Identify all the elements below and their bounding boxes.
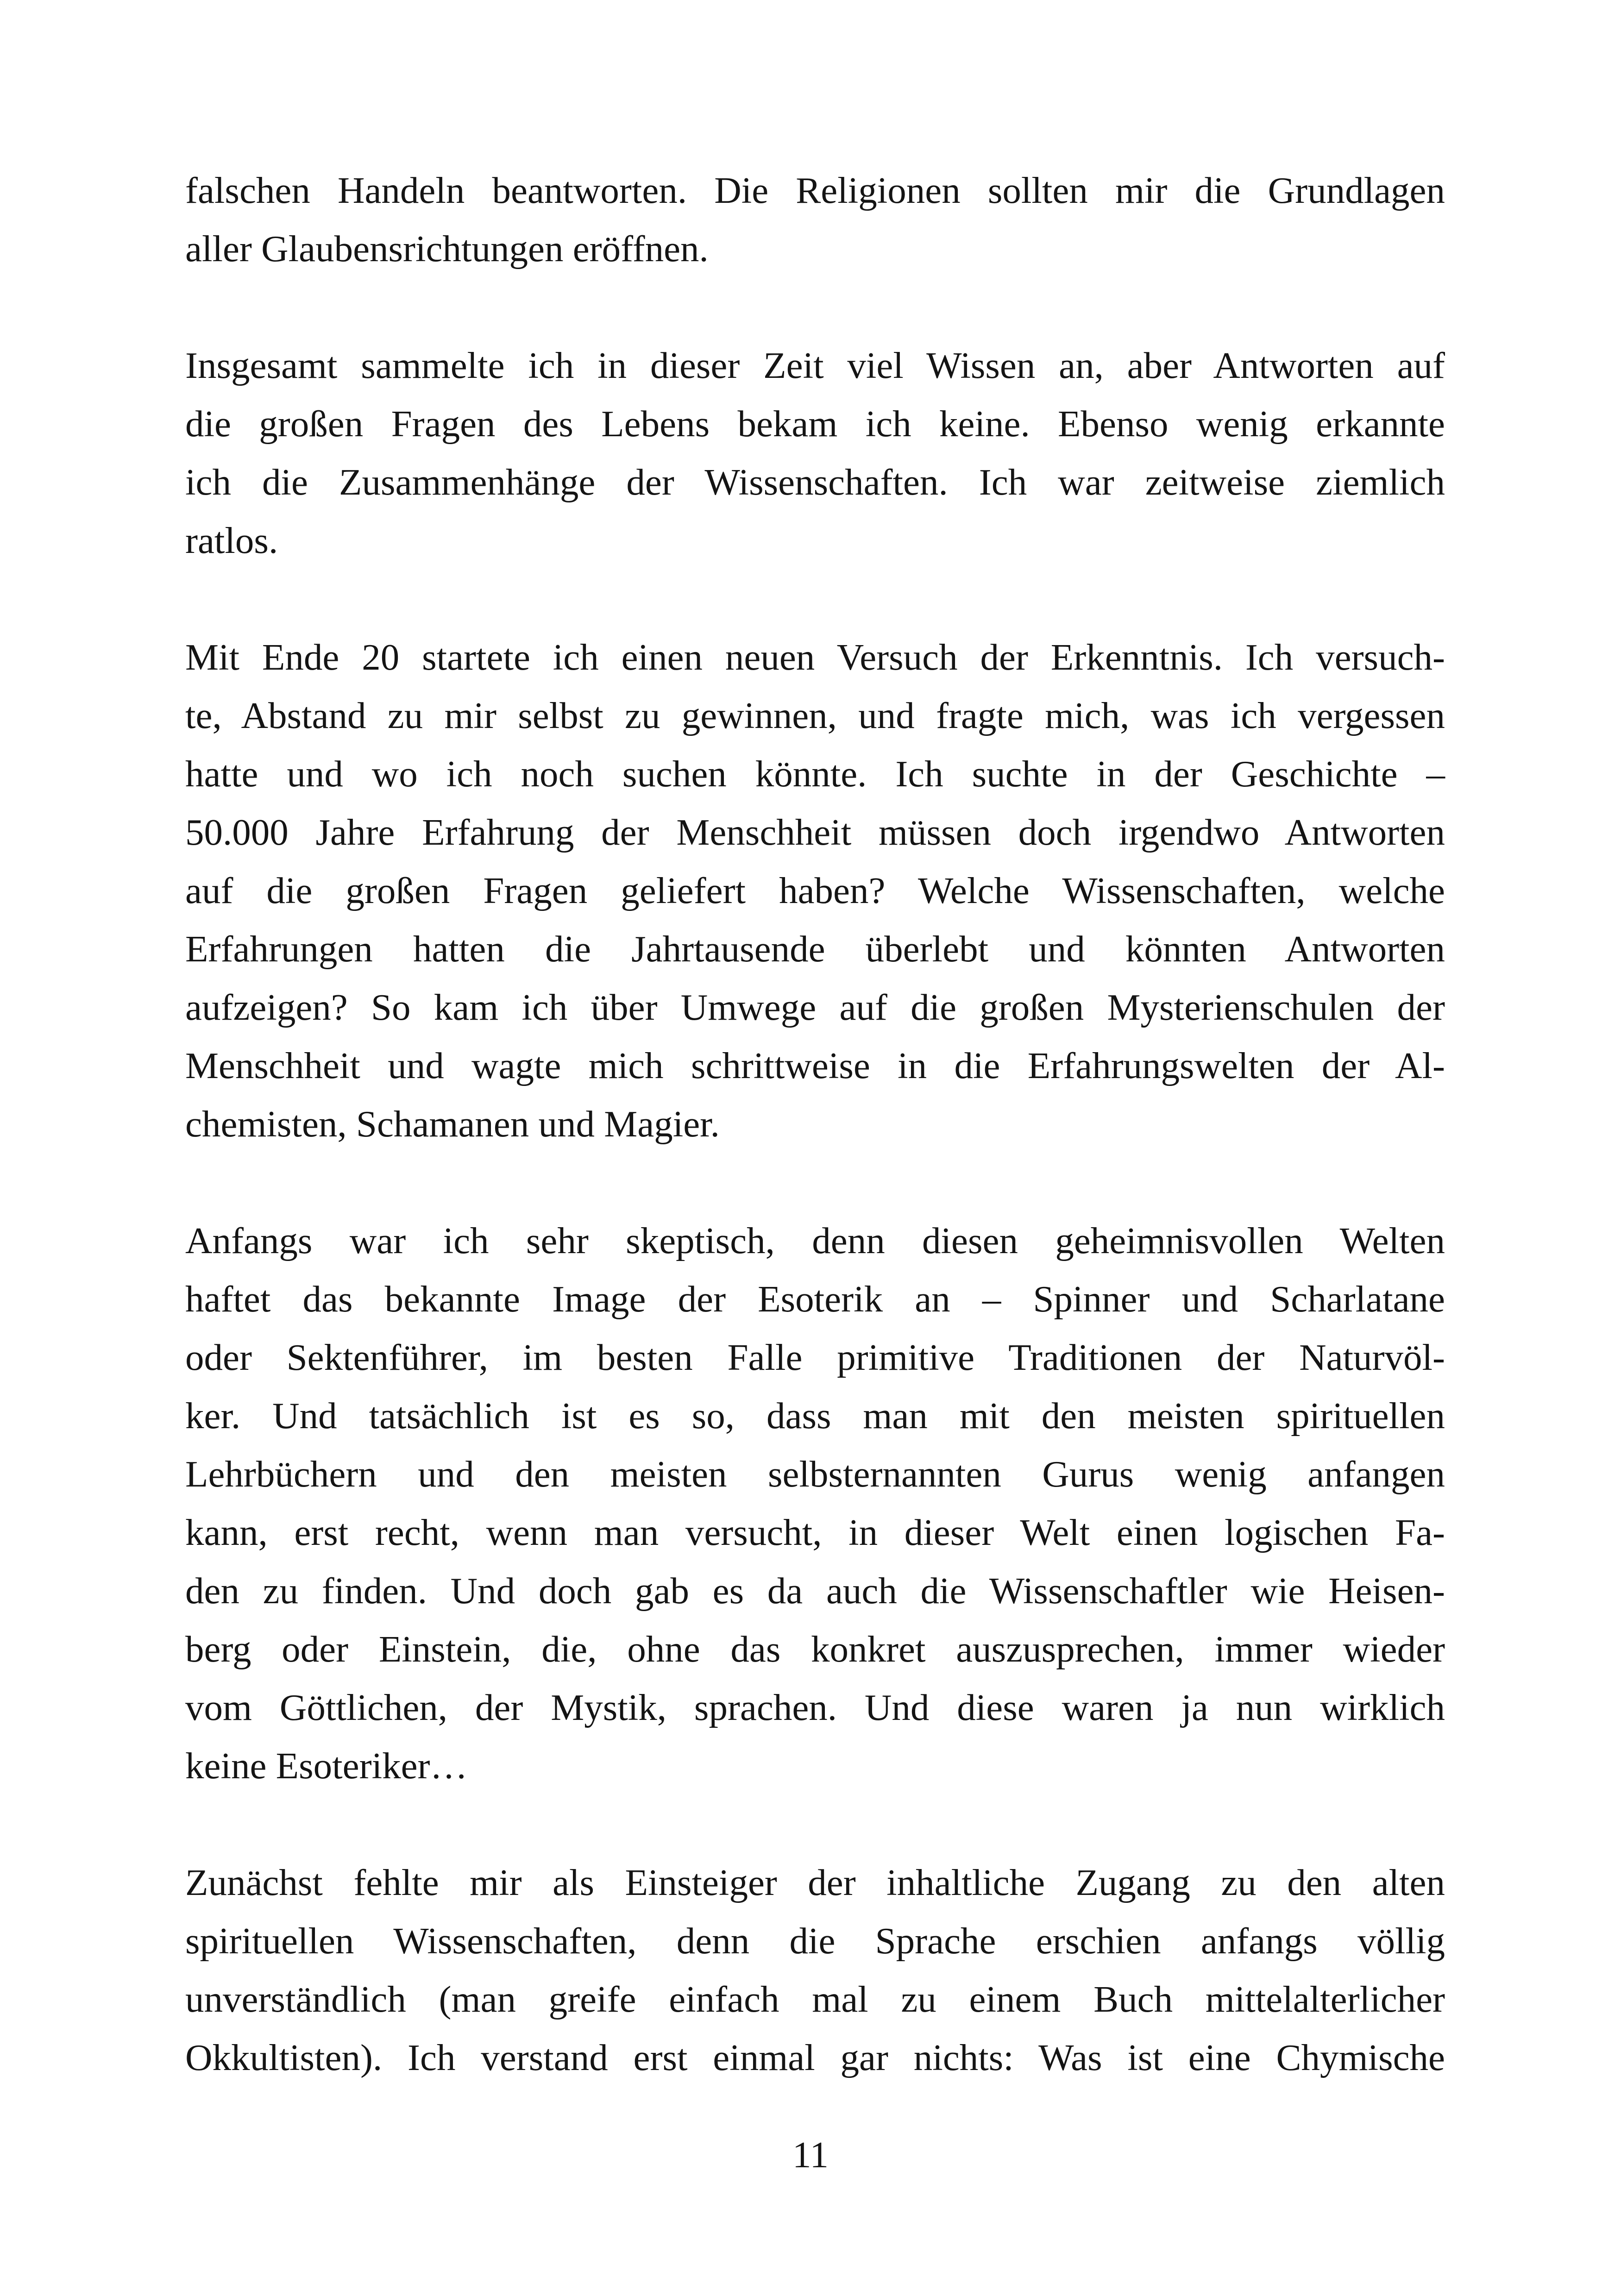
text-line: aller Glaubensrichtungen eröffnen. [185,228,709,270]
text-line: ker. Und tatsächlich ist es so, dass man mit den meisten spirituellen [185,1395,1445,1437]
text-line: Anfangs war ich sehr skeptisch, denn diesen geheimnisvollen Welten [185,1220,1445,1261]
text-line: haftet das bekannte Image der Esoterik an – Spinner und Scharlatane [185,1278,1445,1320]
paragraph [185,628,1445,1153]
text-line: Zunächst fehlte mir als Einsteiger der inhaltliche Zugang zu den alten [185,1862,1445,1903]
body-text [185,161,1445,2145]
text-line: falschen Handeln beantworten. Die Religionen sollten mir die Grundlagen [185,169,1445,211]
paragraph [185,1853,1445,2087]
text-line: Mit Ende 20 startete ich einen neuen Versuch der Erkenntnis. Ich versuch- [185,636,1445,678]
text-line: 50.000 Jahre Erfahrung der Menschheit müssen doch irgendwo Antworten [185,811,1445,853]
text-line: aufzeigen? So kam ich über Umwege auf die großen Mysterienschulen der [185,986,1445,1028]
text-line: kann, erst recht, wenn man versucht, in dieser Welt einen logischen Fa- [185,1512,1445,1553]
text-line: Erfahrungen hatten die Jahrtausende überlebt und könnten Antworten [185,928,1445,970]
text-line: ratlos. [185,520,278,561]
page-number: 11 [792,2134,829,2176]
text-line: ich die Zusammenhänge der Wissenschaften. Ich war zeitweise ziemlich [185,461,1445,503]
paragraph [185,1211,1445,1795]
text-line: vom Göttlichen, der Mystik, sprachen. Und diese waren ja nun wirklich [185,1687,1445,1728]
text-line: Insgesamt sammelte ich in dieser Zeit viel Wissen an, aber Antworten auf [185,345,1445,386]
paragraph [185,161,1445,278]
text-line: chemisten, Schamanen und Magier. [185,1103,720,1145]
text-line: Menschheit und wagte mich schrittweise in die Erfahrungswelten der Al- [185,1045,1445,1086]
text-line: Okkultisten). Ich verstand erst einmal gar nichts: Was ist eine Chymische [185,2037,1445,2078]
text-line: die großen Fragen des Lebens bekam ich keine. Ebenso wenig erkannte [185,403,1445,445]
text-line: unverständlich (man greife einfach mal zu einem Buch mittelalterlicher [185,1978,1445,2020]
text-line: spirituellen Wissenschaften, denn die Sprache erschien anfangs völlig [185,1920,1445,1962]
text-line: oder Sektenführer, im besten Falle primitive Traditionen der Naturvöl- [185,1336,1445,1378]
text-line: Lehrbüchern und den meisten selbsternannten Gurus wenig anfangen [185,1453,1445,1495]
text-line: auf die großen Fragen geliefert haben? Welche Wissenschaften, welche [185,870,1445,911]
text-line: berg oder Einstein, die, ohne das konkret auszusprechen, immer wieder [185,1628,1445,1670]
text-line: hatte und wo ich noch suchen könnte. Ich suchte in der Geschichte – [185,753,1445,795]
text-line: den zu finden. Und doch gab es da auch die Wissenschaftler wie Heisen- [185,1570,1445,1612]
paragraph [185,336,1445,570]
text-line: keine Esoteriker… [185,1745,468,1787]
text-line: te, Abstand zu mir selbst zu gewinnen, und fragte mich, was ich vergessen [185,695,1445,736]
